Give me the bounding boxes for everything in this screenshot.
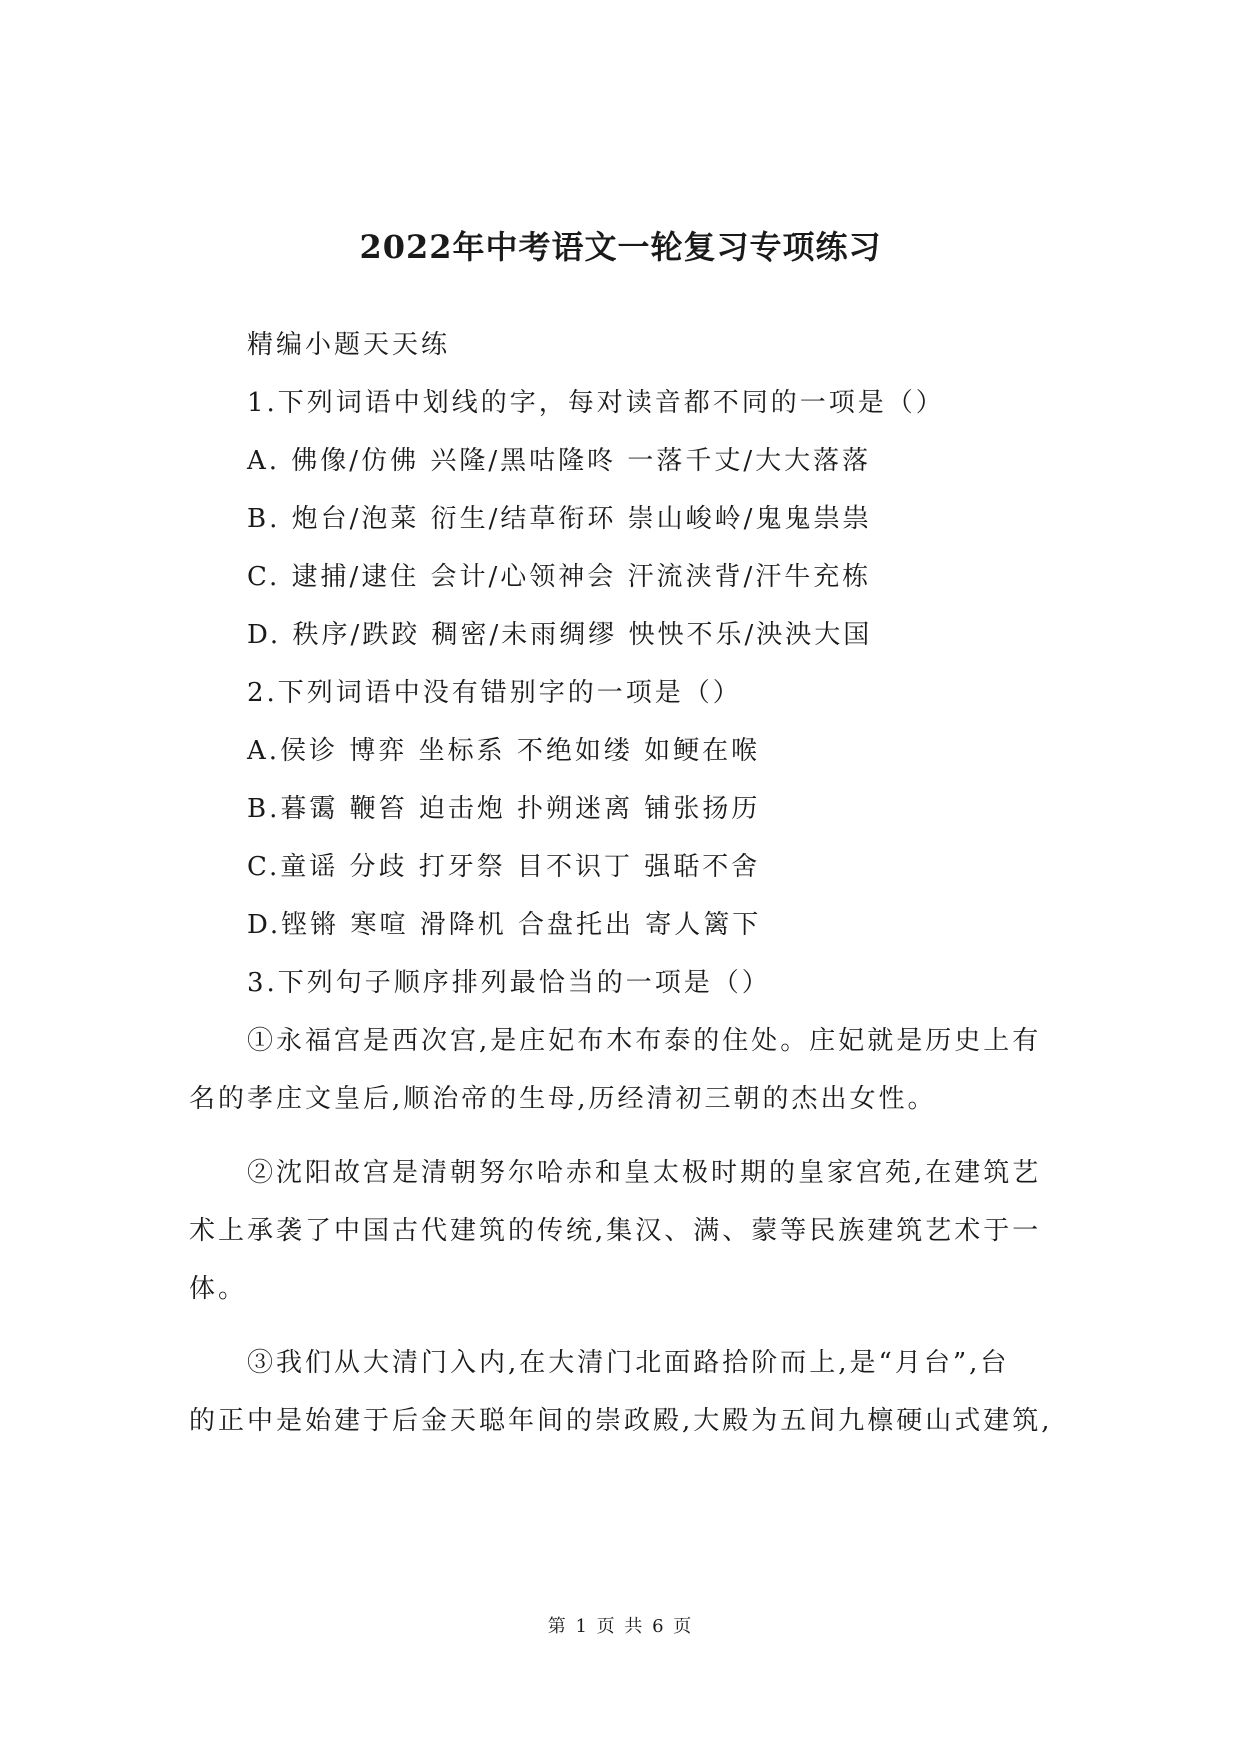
question-1-option-d: D. 秩序/跌跤 稠密/未雨绸缪 怏怏不乐/泱泱大国	[247, 620, 873, 650]
question-2-option-b: B.暮霭 鞭笞 迫击炮 扑朔迷离 铺张扬历	[247, 794, 761, 824]
page-footer: 第 1 页 共 6 页	[547, 1616, 694, 1637]
paragraph-2-line-3: 体。	[189, 1274, 248, 1304]
question-1-option-a: A. 佛像/仿佛 兴隆/黑咕隆咚 一落千丈/大大落落	[247, 446, 872, 476]
question-3: 3.下列句子顺序排列最恰当的一项是（）	[247, 968, 771, 998]
question-2-option-a: A.侯诊 博弈 坐标系 不绝如缕 如鲠在喉	[247, 736, 761, 766]
paragraph-3-line-2: 的正中是始建于后金天聪年间的崇政殿,大殿为五间九檩硬山式建筑,	[189, 1406, 1053, 1436]
paragraph-1-line-2: 名的孝庄文皇后,顺治帝的生母,历经清初三朝的杰出女性。	[189, 1084, 937, 1114]
paragraph-2-line-1: ②沈阳故宫是清朝努尔哈赤和皇太极时期的皇家宫苑,在建筑艺	[247, 1158, 1042, 1188]
question-2-option-d: D.铿锵 寒喧 滑降机 合盘托出 寄人篱下	[247, 910, 762, 940]
paragraph-3-line-1: ③我们从大清门入内,在大清门北面路拾阶而上,是“月台”,台	[247, 1348, 1010, 1378]
document-title: 2022年中考语文一轮复习专项练习	[359, 228, 882, 266]
section-heading: 精编小题天天练	[247, 330, 451, 360]
question-2-option-c: C.童谣 分歧 打牙祭 目不识丁 强聒不舍	[247, 852, 761, 882]
question-2: 2.下列词语中没有错别字的一项是（）	[247, 678, 742, 708]
question-1-option-c: C. 逮捕/逮住 会计/心领神会 汗流浃背/汗牛充栋	[247, 562, 872, 592]
paragraph-1-line-1: ①永福宫是西次宫,是庄妃布木布泰的住处。庄妃就是历史上有	[247, 1026, 1042, 1056]
paragraph-2-line-2: 术上承袭了中国古代建筑的传统,集汉、满、蒙等民族建筑艺术于一	[189, 1216, 1042, 1246]
question-1: 1.下列词语中划线的字，每对读音都不同的一项是（）	[247, 388, 945, 418]
question-1-option-b: B. 炮台/泡菜 衍生/结草衔环 崇山峻岭/鬼鬼祟祟	[247, 504, 872, 534]
